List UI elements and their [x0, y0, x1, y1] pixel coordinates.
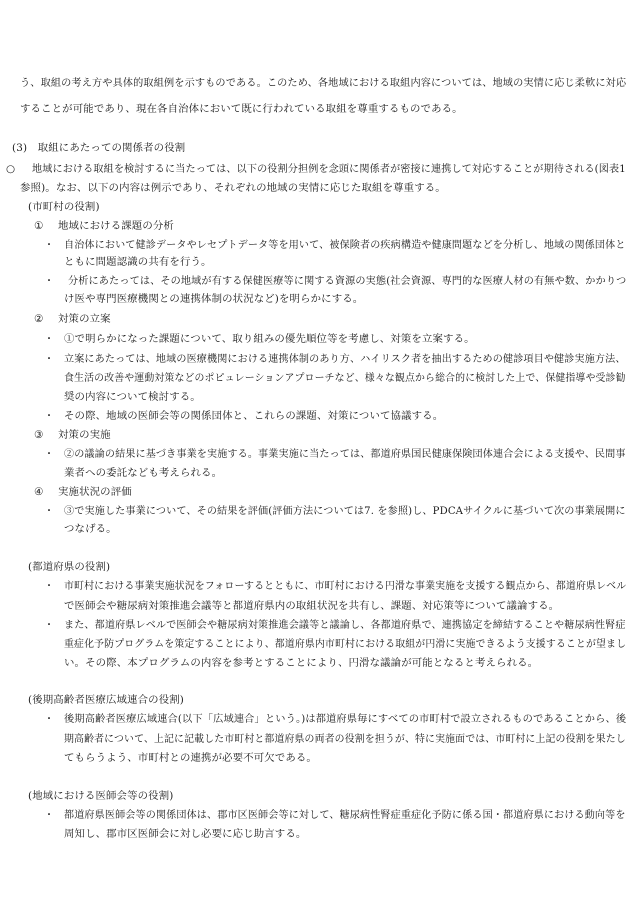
bullet-symbol: ・ — [44, 276, 54, 287]
elderly-heading: (後期高齢者医療広域連合の役割) — [28, 694, 184, 706]
pref-bullet2-line1: また、都道府県レベルで医師会や糖尿病対策推進会議等と議論し、各都道府県で、連携協定を締結することや糖尿病性腎症 — [64, 619, 626, 631]
bullet-symbol: ・ — [44, 240, 54, 251]
prefecture-heading: (都道府県の役割) — [28, 561, 111, 573]
medical-bullet1-line1: 都道府県医師会等の関係団体は、郡市区医師会等に対して、糖尿病性腎症重症化予防に係る国・都道府県における動向等を — [64, 809, 626, 821]
item3-bullet1-line2: 業者への委託なども考えられる。 — [64, 467, 223, 479]
pref-bullet2-line3: い。その際、本プログラムの内容を参考とすることにより、円滑な議論が可能となると考えられる。 — [64, 657, 539, 669]
item1-bullet2-line1: 分析にあたっては、その地域が有する保健医療等に関する資源の実態(社会資源、専門的な医療人材の有無や数、かかりつ — [68, 275, 627, 287]
bullet-symbol: ・ — [44, 411, 54, 422]
bullet-symbol: ・ — [44, 506, 54, 517]
item1-bullet1-line1: 自治体において健診データやレセプトデータ等を用いて、被保険者の疾病構造や健康問題などを分析し、地域の関係団体と — [64, 239, 626, 251]
item-title-3: 対策の実施 — [58, 429, 111, 441]
bullet-symbol: ・ — [44, 810, 54, 821]
medical-heading: (地域における医師会等の役割) — [28, 790, 174, 802]
item3-bullet1-line1: ②の議論の結果に基づき事業を実施する。事業実施に当たっては、都道府県国民健康保険団体連合会による支援や、民間事 — [64, 448, 626, 460]
item4-bullet1-line2: つなげる。 — [64, 523, 117, 535]
section-para-line-2: 参照)。なお、以下の内容は例示であり、それぞれの地域の実情に応じた取組を尊重する。 — [20, 182, 446, 194]
circle-marker: ○ — [6, 163, 16, 175]
elderly-bullet1-line1: 後期高齢者医療広域連合(以下「広域連合」という。)は都道府県毎にすべての市町村で設立されるものであることから、後 — [64, 713, 627, 725]
intro-line-1: う、取組の考え方や具体的取組例を示すものである。このため、各地域における取組内容については、地域の実情に応じ柔軟に対応 — [20, 77, 627, 89]
bullet-symbol: ・ — [44, 334, 54, 345]
elderly-bullet1-line2: 期高齢者について、上記に記載した市町村と都道府県の両者の役割を担うが、特に実施面では、市町村に上記の役割を果たし — [64, 733, 626, 745]
item1-bullet2-line2: け医や専門医療機関との連携体制の状況など)を明らかにする。 — [64, 293, 364, 305]
item2-bullet2-line1: 立案にあたっては、地域の医療機関における連携体制のあり方、ハイリスク者を抽出するための健診項目や健診実施方法、 — [64, 353, 626, 365]
item2-bullet2-line2: 食生活の改善や運動対策などのポピュレーションアプローチなど、様々な観点から総合的に検討した上で、保健指導や受診勧 — [64, 372, 626, 384]
item-number-1: ① — [34, 220, 44, 232]
item2-bullet2-line3: 奨の内容について検討する。 — [64, 391, 201, 403]
pref-bullet2-line2: 重症化予防プログラムを策定することにより、都道府県内市町村における取組が円滑に実施できるよう支援することが望まし — [64, 638, 627, 650]
item-number-4: ④ — [34, 486, 44, 498]
item-number-2: ② — [34, 313, 44, 325]
bullet-symbol: ・ — [44, 581, 54, 592]
pref-bullet1-line2: で医師会や糖尿病対策推進会議等と都道府県内の取組状況を共有し、課題、対応策等について議論する。 — [64, 600, 560, 612]
item2-bullet3-line1: その際、地域の医師会等の関係団体と、これらの課題、対策について協議する。 — [64, 410, 444, 422]
item4-bullet1-line1: ③で実施した事業について、その結果を評価(評価方法については7. を参照)し、PDCAサイクルに基づいて次の事業展開に — [64, 505, 626, 517]
intro-line-2: することが可能であり、現在各自治体において既に行われている取組を尊重するものである。 — [20, 103, 463, 115]
bullet-symbol: ・ — [44, 449, 54, 460]
pref-bullet1-line1: 市町村における事業実施状況をフォローするとともに、市町村における円滑な事業実施を支援する観点から、都道府県レベル — [64, 580, 627, 592]
section-heading: (3) 取組にあたっての関係者の役割 — [12, 142, 186, 154]
item1-bullet1-line2: ともに問題認識の共有を行う。 — [64, 256, 212, 268]
section-para-line-1: 地域における取組を検討するに当たっては、以下の役割分担例を念頭に関係者が密接に連携して対応することが期待される(図表1 — [32, 163, 626, 175]
item-number-3: ③ — [34, 429, 44, 441]
item-title-1: 地域における課題の分析 — [58, 220, 174, 232]
bullet-symbol: ・ — [44, 620, 54, 631]
bullet-symbol: ・ — [44, 714, 54, 725]
item-title-4: 実施状況の評価 — [58, 486, 132, 498]
item2-bullet1-line1: ①で明らかになった課題について、取り組みの優先順位等を考慮し、対策を立案する。 — [64, 333, 475, 345]
bullet-symbol: ・ — [44, 354, 54, 365]
elderly-bullet1-line3: てもらうよう、市町村との連携が必要不可欠である。 — [64, 752, 317, 764]
municipal-heading: (市町村の役割) — [28, 201, 100, 213]
medical-bullet1-line2: 周知し、郡市区医師会に対し必要に応じ助言する。 — [64, 828, 307, 840]
item-title-2: 対策の立案 — [58, 313, 111, 325]
